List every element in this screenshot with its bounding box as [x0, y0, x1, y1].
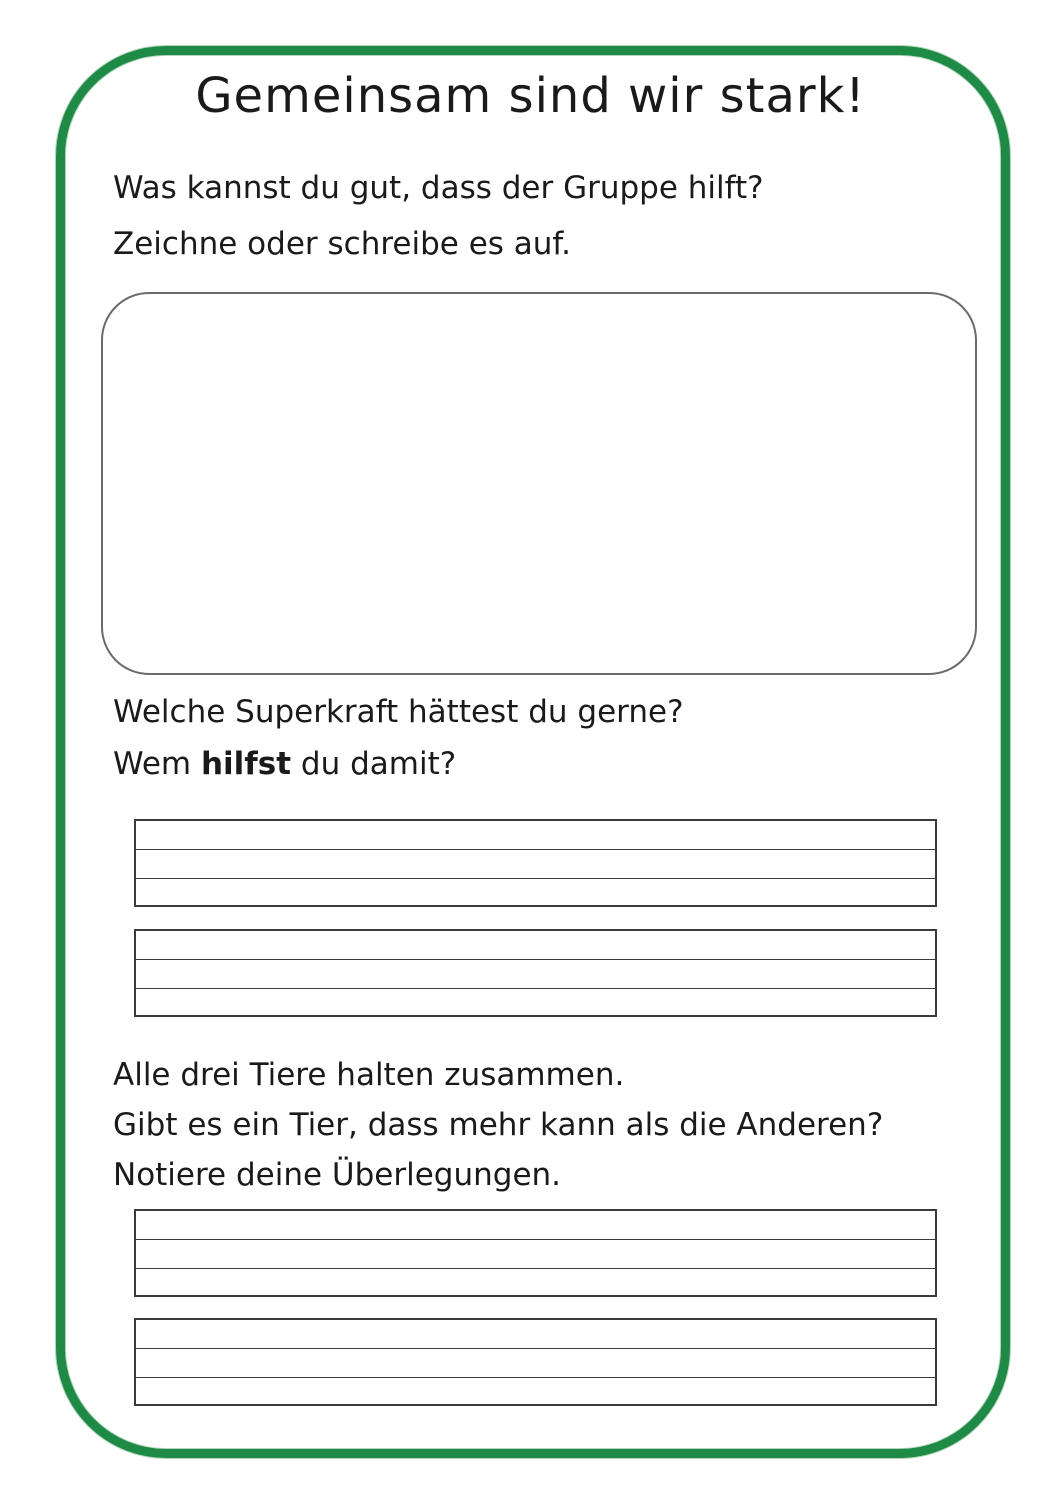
- writing-lines-block-4[interactable]: [134, 1318, 937, 1406]
- writing-rule: [136, 1239, 935, 1240]
- writing-rule: [136, 1348, 935, 1349]
- question-3-line-3: Notiere deine Überlegungen.: [113, 1157, 562, 1193]
- writing-lines-block-3[interactable]: [134, 1209, 937, 1297]
- question-2-line-2: [113, 746, 456, 782]
- drawing-area-box[interactable]: [101, 292, 977, 675]
- question-3-line-1: Alle drei Tiere halten zusammen.: [113, 1057, 625, 1093]
- writing-rule: [136, 1377, 935, 1378]
- writing-lines-block-2[interactable]: [134, 929, 937, 1017]
- question-1-line-1: Was kannst du gut, dass der Gruppe hilft?: [113, 170, 764, 206]
- question-1-line-2: Zeichne oder schreibe es auf.: [113, 226, 571, 262]
- question-2-bold-word: hilfst: [200, 746, 292, 782]
- writing-rule: [136, 959, 935, 960]
- writing-rule: [136, 1268, 935, 1269]
- writing-rule: [136, 988, 935, 989]
- question-2-text-pre: Wem: [113, 746, 201, 782]
- writing-lines-block-1[interactable]: [134, 819, 937, 907]
- question-2-line-1: Welche Superkraft hättest du gerne?: [113, 694, 684, 730]
- writing-rule: [136, 849, 935, 850]
- writing-rule: [136, 878, 935, 879]
- worksheet-title: Gemeinsam sind wir stark!: [195, 68, 866, 124]
- question-3-line-2: Gibt es ein Tier, dass mehr kann als die Anderen?: [113, 1107, 884, 1143]
- question-2-text-post: du damit?: [291, 746, 457, 782]
